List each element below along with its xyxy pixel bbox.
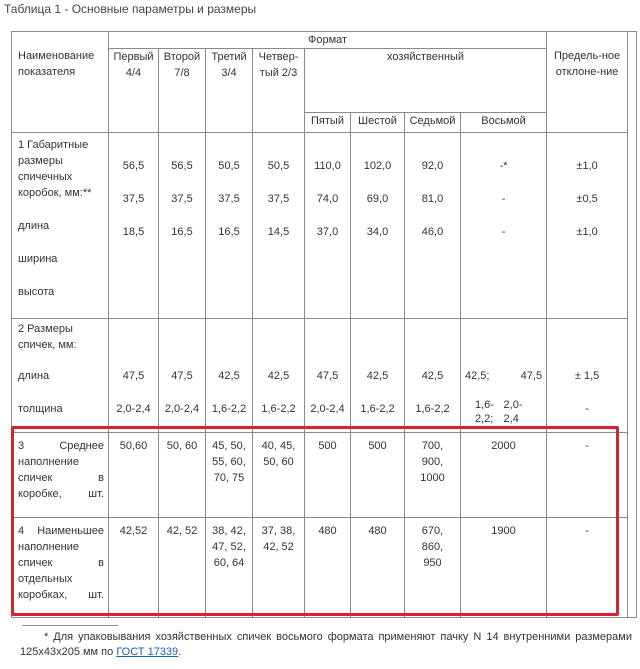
cell: - <box>585 403 589 415</box>
section3-title: 3 Среднее наполнение спичек в коробке, шт. <box>12 433 109 518</box>
cell: 700, 900, 1000 <box>405 433 461 518</box>
cell: 56,5 <box>122 160 145 172</box>
cell: 2,0-2,4 <box>503 399 523 425</box>
cell: 42, 52 <box>159 518 206 618</box>
cell: 500 <box>351 433 405 518</box>
header-fifth: Пятый <box>305 113 351 133</box>
cell: 42,5 <box>218 370 240 382</box>
footnote-divider <box>22 625 118 626</box>
table-row <box>12 133 637 319</box>
section2-title: 2 Размеры спичек, мм: <box>18 323 77 351</box>
cell: 92,0 <box>421 160 444 172</box>
cell: ± 1,5 <box>574 370 600 382</box>
cell: 1,6-2,2 <box>261 403 296 415</box>
cell: ±1,0 <box>576 226 598 238</box>
cell: 45, 50, 55, 60, 70, 75 <box>206 433 253 518</box>
cell: 16,5 <box>218 226 240 238</box>
cell: 37, 38, 42, 52 <box>253 518 305 618</box>
right-strip <box>628 32 637 618</box>
cell: 37,5 <box>171 193 193 205</box>
cell: ±0,5 <box>576 193 598 205</box>
cell: - <box>501 193 506 205</box>
header-tolerance: Предель-ное отклоне-ние <box>547 32 628 133</box>
cell: 47,5 <box>171 370 193 382</box>
table-row <box>12 319 637 433</box>
cell: - <box>547 518 628 618</box>
cell: - <box>501 226 506 238</box>
cell: ±1,0 <box>576 160 598 172</box>
cell: 47,5 <box>520 370 543 382</box>
cell: 50,60 <box>109 433 159 518</box>
cell: 40, 45, 50, 60 <box>253 433 305 518</box>
header-economic: хозяйственный <box>305 49 547 113</box>
cell: 50,5 <box>218 160 240 172</box>
cell: 18,5 <box>122 226 145 238</box>
cell: 1,6-2,2 <box>211 403 247 415</box>
header-sixth: Шестой <box>351 113 405 133</box>
cell: 38, 42, 47, 52, 60, 64 <box>206 518 253 618</box>
cell: 1,6-2,2 <box>360 403 395 415</box>
cell: 81,0 <box>421 193 444 205</box>
cell: 2,0-2,4 <box>116 403 151 415</box>
cell: 14,5 <box>267 226 290 238</box>
section4-title: 4 Наименьшее наполнение спичек в отдельных коробках, шт. <box>12 518 109 618</box>
cell: 74,0 <box>316 193 339 205</box>
section1-title: 1 Габаритные размеры спичечных коробок, мм:** <box>18 139 92 199</box>
label-length: длина <box>18 220 50 232</box>
table-row <box>12 433 637 518</box>
header-name: Наименование показателя <box>12 32 109 133</box>
cell: 37,5 <box>218 193 240 205</box>
cell: 69,0 <box>366 193 389 205</box>
cell: 50,5 <box>267 160 290 172</box>
cell: 47,5 <box>122 370 145 382</box>
cell: 34,0 <box>366 226 389 238</box>
header-seventh: Седьмой <box>405 113 461 133</box>
cell: 46,0 <box>421 226 444 238</box>
footnote-text: * Для упаковывания хозяйственных спичек восьмого формата применяют пачку N 14 внутренними размерами 125х43х205 мм по <box>20 631 632 658</box>
footnote-end: . <box>178 646 182 658</box>
table-caption: Таблица 1 - Основные параметры и размеры <box>4 2 257 16</box>
header-first: Первый 4/4 <box>109 49 159 133</box>
cell: 16,5 <box>171 226 193 238</box>
label-width: ширина <box>18 253 58 265</box>
cell: 110,0 <box>314 160 341 172</box>
header-format: Формат <box>109 32 547 49</box>
cell: 1,6-2,2; <box>475 399 494 425</box>
gost-link[interactable]: ГОСТ 17339 <box>116 646 179 658</box>
cell: 102,0 <box>363 160 392 172</box>
parameters-table <box>11 31 637 618</box>
header-second: Второй 7/8 <box>159 49 206 133</box>
cell: 480 <box>305 518 351 618</box>
cell: 1900 <box>461 518 547 618</box>
cell: 37,0 <box>316 226 339 238</box>
cell: 2,0-2,4 <box>164 403 200 415</box>
label-height: высота <box>18 286 55 298</box>
cell: 37,5 <box>122 193 145 205</box>
cell: 37,5 <box>267 193 290 205</box>
header-third: Третий 3/4 <box>206 49 253 133</box>
cell: 2000 <box>461 433 547 518</box>
cell: 42,5 <box>366 370 389 382</box>
label-match-length: длина <box>18 370 50 382</box>
cell: 50, 60 <box>159 433 206 518</box>
cell: 480 <box>351 518 405 618</box>
header-fourth: Четвер-тый 2/3 <box>253 49 305 133</box>
cell: 2,0-2,4 <box>310 403 345 415</box>
cell: - <box>547 433 628 518</box>
cell: 670, 860, 950 <box>405 518 461 618</box>
cell: 56,5 <box>171 160 193 172</box>
cell: 42,52 <box>109 518 159 618</box>
cell: 47,5 <box>316 370 339 382</box>
cell: 500 <box>305 433 351 518</box>
footnote <box>20 630 632 660</box>
table-row <box>12 518 637 618</box>
cell: 42,5 <box>267 370 290 382</box>
cell: 1,6-2,2 <box>415 403 450 415</box>
label-match-thickness: толщина <box>18 403 63 415</box>
cell: -* <box>499 160 508 172</box>
cell: 42,5 <box>421 370 444 382</box>
cell: 42,5; <box>465 370 490 382</box>
header-eighth: Восьмой <box>461 113 547 133</box>
